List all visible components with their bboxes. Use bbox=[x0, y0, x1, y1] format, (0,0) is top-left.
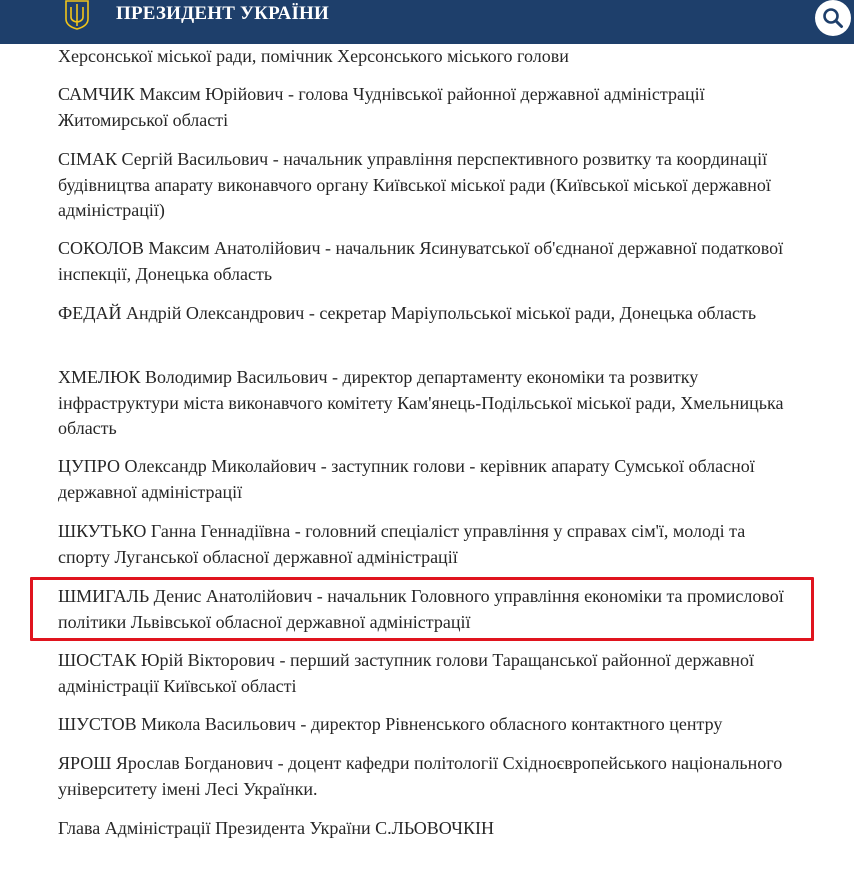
list-item: Херсонської міської ради, помічник Херсонського міського голови bbox=[58, 46, 569, 66]
site-title[interactable]: ПРЕЗИДЕНТ УКРАЇНИ bbox=[116, 3, 330, 24]
list-item: Глава Адміністрації Президента України С.ЛЬОВОЧКІН bbox=[58, 818, 494, 838]
list-item: ЯРОШ Ярослав Богданович - доцент кафедри політології Східноєвропейського національного університету імені Лесі Українки. bbox=[58, 753, 783, 799]
list-item: ХМЕЛЮК Володимир Васильович - директор департаменту економіки та розвитку інфраструктури міста виконавчого комітету Кам'янець-Подільської міської ради, Хмельницька область bbox=[58, 367, 784, 438]
list-item: ШКУТЬКО Ганна Геннадіївна - головний спеціаліст управління у справах сім'ї, молоді та спорту Луганської обласної державної адміністрації bbox=[58, 521, 746, 567]
search-button[interactable] bbox=[815, 0, 851, 36]
list-item: СІМАК Сергій Васильович - начальник управління перспективного розвитку та координації будівництва апарату виконавчого органу Київської міської ради (Київської міської державної адміністрації) bbox=[58, 149, 771, 220]
site-header bbox=[0, 0, 854, 44]
highlighted-list-item: ШМИГАЛЬ Денис Анатолійович - начальник Головного управління економіки та промислової політики Львівської обласної державної адміністрації bbox=[58, 586, 784, 632]
list-item: СОКОЛОВ Максим Анатолійович - начальник Ясинуватської об'єднаної державної податкової інспекції, Донецька область bbox=[58, 238, 784, 284]
list-item: ФЕДАЙ Андрій Олександрович - секретар Маріупольської міської ради, Донецька область bbox=[58, 303, 757, 323]
trident-emblem-icon[interactable] bbox=[58, 0, 96, 32]
list-item: ШОСТАК Юрій Вікторович - перший заступник голови Таращанської районної державної адміністрації Київської області bbox=[58, 650, 754, 696]
list-item: ЦУПРО Олександр Миколайович - заступник голови - керівник апарату Сумської обласної державної адміністрації bbox=[58, 456, 755, 502]
search-icon bbox=[822, 7, 844, 29]
list-item: САМЧИК Максим Юрійович - голова Чуднівської районної державної адміністрації Житомирської області bbox=[58, 84, 705, 130]
list-item: ШУСТОВ Микола Васильович - директор Рівненського обласного контактного центру bbox=[58, 714, 723, 734]
